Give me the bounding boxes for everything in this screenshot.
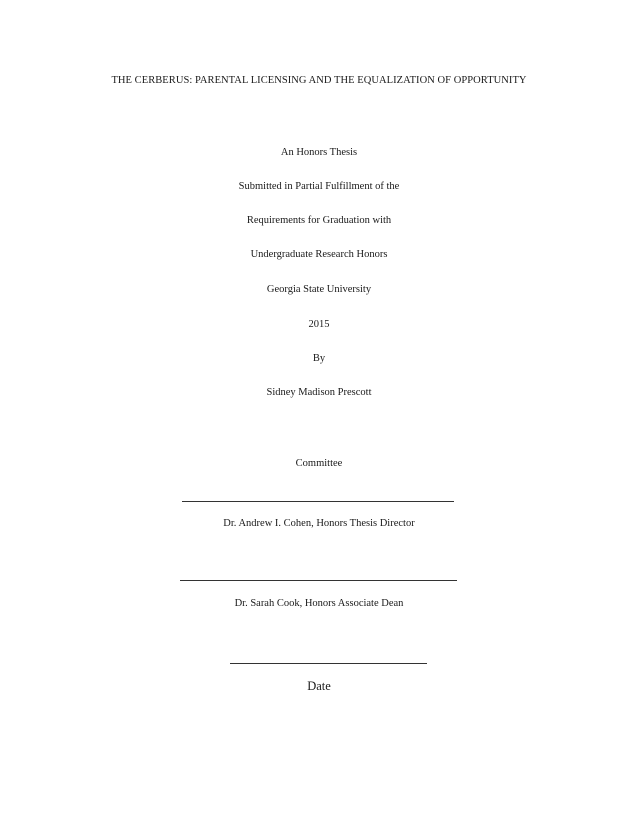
thesis-type: An Honors Thesis (280, 147, 358, 158)
signature-label-director: Dr. Andrew I. Cohen, Honors Thesis Director (223, 518, 415, 529)
signature-line-director (182, 501, 454, 502)
university-name: Georgia State University (266, 284, 372, 295)
by-label: By (312, 353, 326, 364)
submission-line-2: Requirements for Graduation with (246, 215, 392, 226)
signature-label-dean: Dr. Sarah Cook, Honors Associate Dean (234, 598, 404, 609)
year: 2015 (308, 319, 330, 330)
signature-line-dean (180, 580, 457, 581)
date-label: Date (307, 679, 331, 693)
thesis-title: THE CERBERUS: PARENTAL LICENSING AND THE EQUALIZATION OF OPPORTUNITY (111, 75, 527, 86)
submission-line-1: Submitted in Partial Fulfillment of the (238, 181, 400, 192)
author-name: Sidney Madison Prescott (266, 387, 372, 398)
signature-line-date (230, 663, 427, 664)
submission-line-3: Undergraduate Research Honors (250, 249, 388, 260)
committee-heading: Committee (295, 458, 343, 469)
